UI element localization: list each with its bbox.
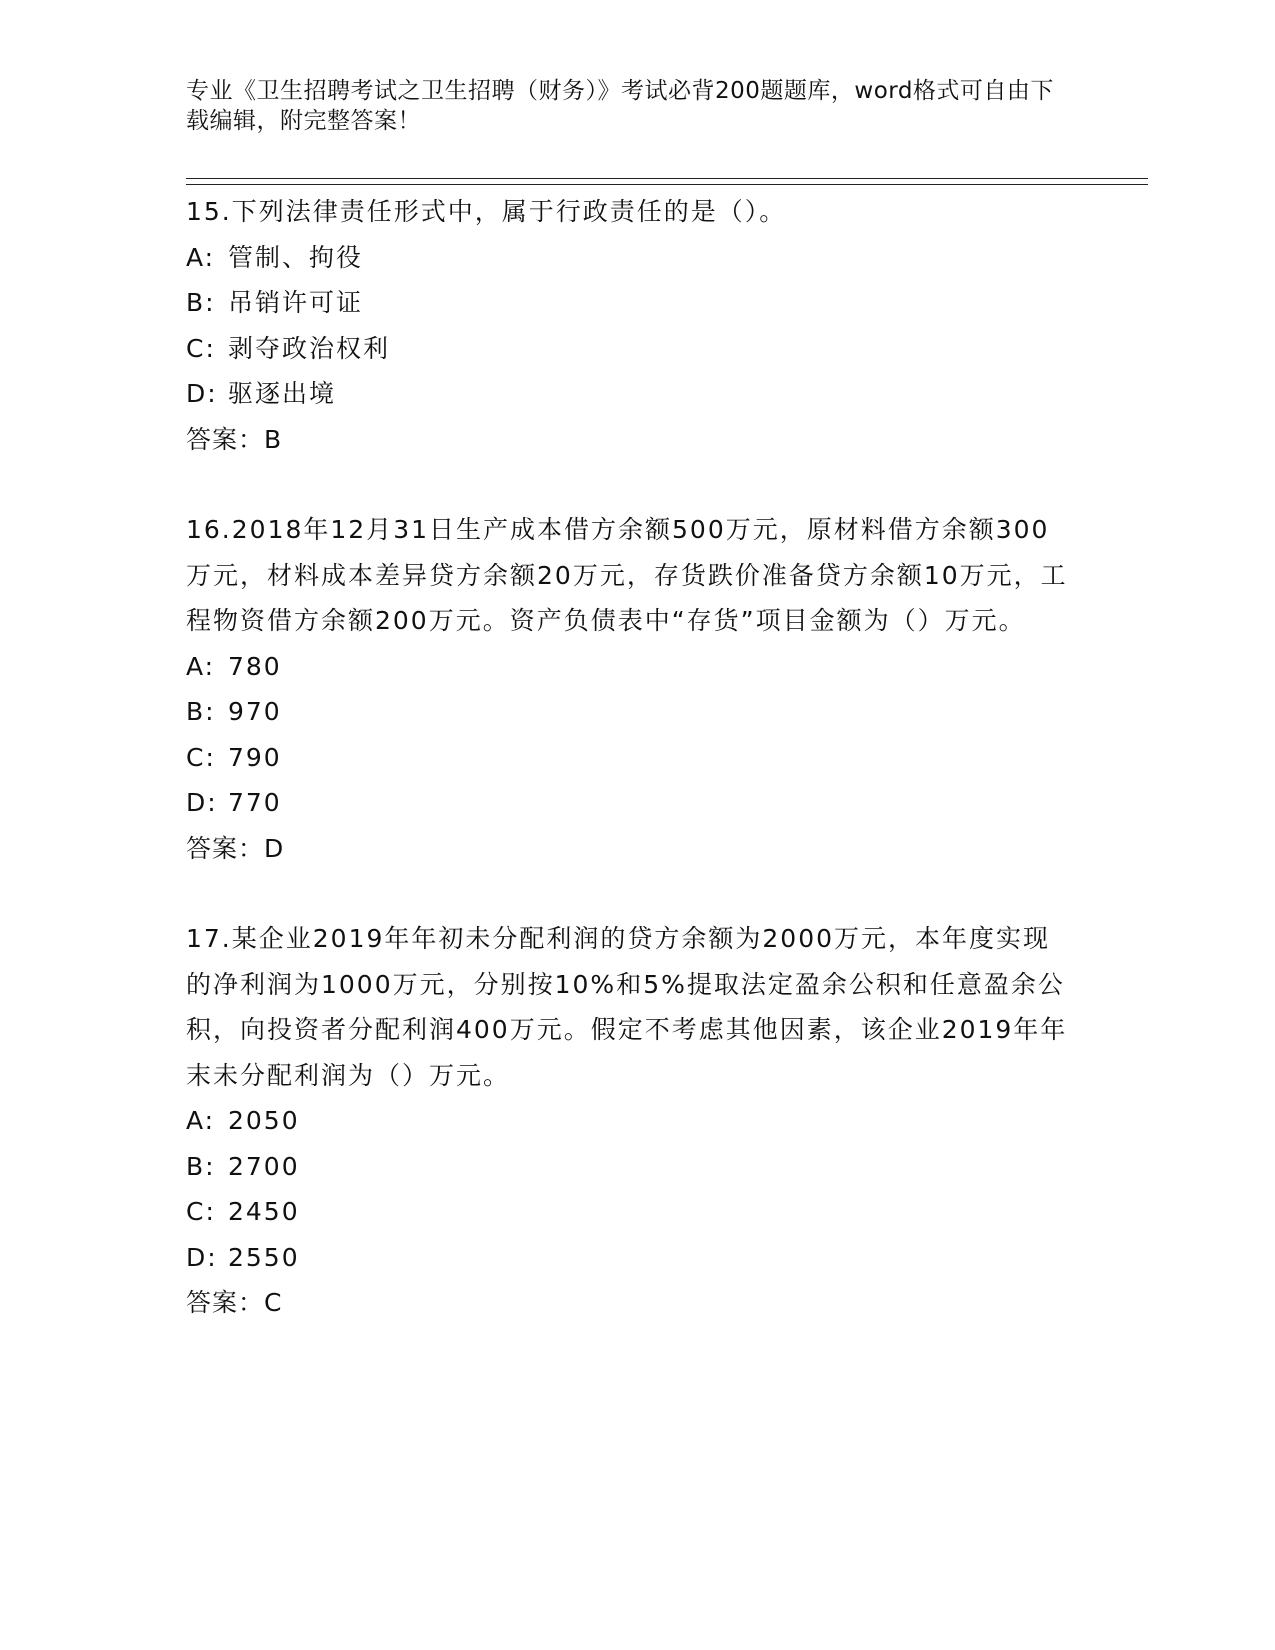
option-d <box>186 780 1086 826</box>
option-c <box>186 326 1086 372</box>
option-a <box>186 1098 1086 1144</box>
answer-line: 答案：C <box>186 1288 283 1317</box>
answer-line: 答案：D <box>186 833 285 863</box>
option-letter: C: <box>186 333 216 363</box>
option-b <box>186 280 1086 326</box>
option-letter: A: <box>186 651 216 681</box>
option-letter: B: <box>186 288 216 317</box>
option-text: 管制、拘役 <box>228 242 364 272</box>
question-list <box>186 189 1086 1326</box>
option-text: 驱逐出境 <box>228 379 337 408</box>
option-letter: B: <box>186 697 216 726</box>
question-15 <box>186 189 1086 462</box>
option-text: 2050 <box>228 1106 300 1135</box>
option-letter: A: <box>186 242 216 272</box>
option-letter: B: <box>186 1151 216 1181</box>
option-text: 770 <box>228 788 282 817</box>
option-letter: A: <box>186 1106 216 1135</box>
question-stem: 15.下列法律责任形式中，属于行政责任的是（）。 <box>186 197 787 226</box>
option-letter: D: <box>186 1242 218 1272</box>
option-text: 780 <box>228 651 282 681</box>
option-a <box>186 644 1086 690</box>
option-letter: C: <box>186 742 216 772</box>
option-d <box>186 1235 1086 1281</box>
answer-line: 答案：B <box>186 424 283 454</box>
option-c <box>186 735 1086 781</box>
option-c <box>186 1189 1086 1235</box>
option-text: 吊销许可证 <box>228 288 364 317</box>
option-b <box>186 1144 1086 1190</box>
header-divider-bottom <box>186 184 1148 185</box>
option-text: 剥夺政治权利 <box>228 333 391 363</box>
option-letter: C: <box>186 1197 216 1226</box>
header-divider-top <box>186 178 1148 179</box>
question-stem: 16.2018年12月31日生产成本借方余额500万元，原材料借方余额300万元，材料成本差异贷方余额20万元，存货跌价准备贷方余额10万元，工程物资借方余额200万元。资产负债表中“存货”项目金额为（）万元。 <box>186 515 1068 635</box>
option-text: 2550 <box>228 1242 300 1272</box>
option-letter: D: <box>186 379 218 408</box>
option-text: 790 <box>228 742 282 772</box>
question-16 <box>186 507 1086 871</box>
option-b <box>186 689 1086 735</box>
option-text: 2450 <box>228 1197 300 1226</box>
question-17 <box>186 916 1086 1326</box>
option-text: 2700 <box>228 1151 300 1181</box>
document-header-intro: 专业《卫生招聘考试之卫生招聘（财务）》考试必背200题题库，word格式可自由下载编辑，附完整答案！ <box>186 78 1054 134</box>
option-d <box>186 371 1086 417</box>
option-letter: D: <box>186 788 218 817</box>
option-a <box>186 235 1086 281</box>
option-text: 970 <box>228 697 282 726</box>
question-stem: 17.某企业2019年年初未分配利润的贷方余额为2000万元，本年度实现的净利润为1000万元，分别按10%和5%提取法定盈余公积和任意盈余公积，向投资者分配利润400万元。假定不考虑其他因素，该企业2019年年末未分配利润为（）万元。 <box>186 924 1068 1090</box>
